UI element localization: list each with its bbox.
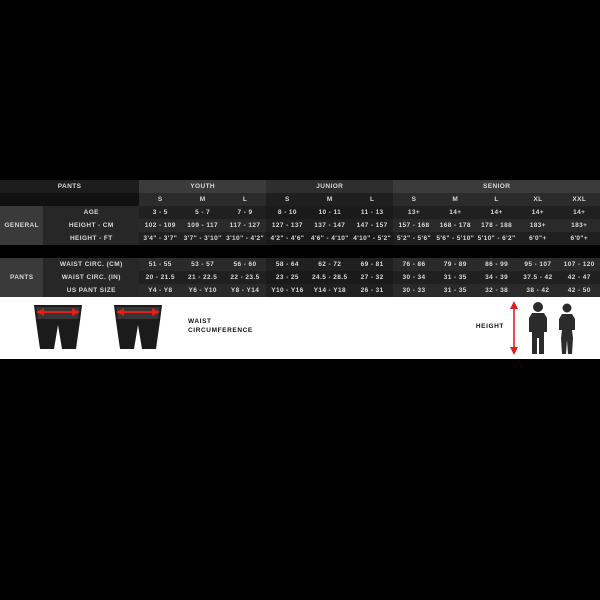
table-row [0, 284, 600, 297]
table-row [0, 219, 600, 232]
table-header-row [0, 180, 600, 193]
size-senior-m: M [435, 193, 476, 206]
group-header-senior: SENIOR [393, 180, 600, 193]
pants-size-chart [0, 180, 600, 359]
group-header-junior: JUNIOR [266, 180, 393, 193]
row-label-age: AGE [43, 206, 139, 219]
cell: 32 - 38 [476, 284, 517, 297]
cell: 30 - 34 [393, 271, 434, 284]
cell: 24.5 - 28.5 [309, 271, 351, 284]
size-senior-xxl: XXL [559, 193, 600, 206]
table-row [0, 232, 600, 245]
cell: 23 - 25 [266, 271, 308, 284]
cell: 109 - 117 [181, 219, 223, 232]
cell: 14+ [476, 206, 517, 219]
waist-label-line1: WAIST [188, 318, 212, 325]
cell: 14+ [435, 206, 476, 219]
cell: 62 - 72 [309, 258, 351, 271]
row-label-waist-in: WAIST CIRC. (IN) [43, 271, 139, 284]
cell: 168 - 178 [435, 219, 476, 232]
cell: Y10 - Y16 [266, 284, 308, 297]
cell: 53 - 57 [181, 258, 223, 271]
cell: 14+ [517, 206, 558, 219]
cell: 6'0"+ [559, 232, 600, 245]
cell: 157 - 168 [393, 219, 434, 232]
size-senior-s: S [393, 193, 434, 206]
cell: 117 - 127 [224, 219, 266, 232]
cell: 79 - 89 [435, 258, 476, 271]
cell: 3 - 5 [139, 206, 181, 219]
size-letter-row [0, 193, 600, 206]
cell: 147 - 157 [351, 219, 393, 232]
cell: 10 - 11 [309, 206, 351, 219]
cell: 4'2" - 4'6" [266, 232, 308, 245]
size-row-spacer [0, 193, 139, 206]
cell: 37.5 - 42 [517, 271, 558, 284]
cell: 183+ [517, 219, 558, 232]
cell: 38 - 42 [517, 284, 558, 297]
cell: 11 - 13 [351, 206, 393, 219]
cell: 183+ [559, 219, 600, 232]
cell: 86 - 99 [476, 258, 517, 271]
table-row [0, 271, 600, 284]
cell: 31 - 35 [435, 284, 476, 297]
height-label: HEIGHT [475, 323, 504, 330]
waist-circumference-label [188, 317, 253, 335]
cell: 22 - 23.5 [224, 271, 266, 284]
cell: 102 - 109 [139, 219, 181, 232]
size-senior-l: L [476, 193, 517, 206]
cell: 3'10" - 4'2" [224, 232, 266, 245]
cell: 5'10" - 6'2" [476, 232, 517, 245]
chart-title: PANTS [0, 180, 139, 193]
row-label-waist-cm: WAIST CIRC. (CM) [43, 258, 139, 271]
sizing-table [0, 180, 600, 297]
waist-measure-diagram [20, 299, 180, 357]
size-junior-s: S [266, 193, 308, 206]
cell: 69 - 81 [351, 258, 393, 271]
cell: 31 - 35 [435, 271, 476, 284]
group-header-youth: YOUTH [139, 180, 266, 193]
size-youth-m: M [181, 193, 223, 206]
cell: 6'0"+ [517, 232, 558, 245]
cell: 56 - 60 [224, 258, 266, 271]
cell: 3'4" - 3'7" [139, 232, 181, 245]
cell: 13+ [393, 206, 434, 219]
cell: Y14 - Y18 [309, 284, 351, 297]
female-silhouette [559, 304, 575, 355]
height-measure-diagram [504, 298, 594, 358]
cell: 30 - 33 [393, 284, 434, 297]
cell: 76 - 86 [393, 258, 434, 271]
cell: Y6 - Y10 [181, 284, 223, 297]
cell: 5 - 7 [181, 206, 223, 219]
cell: 20 - 21.5 [139, 271, 181, 284]
cell: 5'2" - 5'6" [393, 232, 434, 245]
size-youth-l: L [224, 193, 266, 206]
size-senior-xl: XL [517, 193, 558, 206]
size-junior-l: L [351, 193, 393, 206]
section-label-pants: PANTS [0, 258, 43, 297]
cell: 5'6" - 5'10" [435, 232, 476, 245]
male-silhouette [529, 302, 547, 354]
cell: 27 - 32 [351, 271, 393, 284]
measurement-illustration-strip [0, 297, 600, 359]
cell: Y8 - Y14 [224, 284, 266, 297]
cell: 95 - 107 [517, 258, 558, 271]
cell: Y4 - Y8 [139, 284, 181, 297]
cell: 8 - 10 [266, 206, 308, 219]
cell: 4'6" - 4'10" [309, 232, 351, 245]
row-label-us-pant-size: US PANT SIZE [43, 284, 139, 297]
cell: 178 - 188 [476, 219, 517, 232]
cell: 42 - 50 [559, 284, 600, 297]
size-junior-m: M [309, 193, 351, 206]
cell: 14+ [559, 206, 600, 219]
cell: 34 - 39 [476, 271, 517, 284]
cell: 21 - 22.5 [181, 271, 223, 284]
section-label-general: GENERAL [0, 206, 43, 245]
cell: 26 - 31 [351, 284, 393, 297]
cell: 107 - 120 [559, 258, 600, 271]
row-label-height-ft: HEIGHT - FT [43, 232, 139, 245]
table-row [0, 206, 600, 219]
table-row [0, 258, 600, 271]
cell: 137 - 147 [309, 219, 351, 232]
row-label-height-cm: HEIGHT - CM [43, 219, 139, 232]
cell: 51 - 55 [139, 258, 181, 271]
cell: 4'10" - 5'2" [351, 232, 393, 245]
waist-label-line2: CIRCUMFERENCE [188, 327, 253, 334]
cell: 127 - 137 [266, 219, 308, 232]
cell: 7 - 9 [224, 206, 266, 219]
cell: 58 - 64 [266, 258, 308, 271]
size-youth-s: S [139, 193, 181, 206]
cell: 3'7" - 3'10" [181, 232, 223, 245]
cell: 42 - 47 [559, 271, 600, 284]
section-divider [0, 245, 600, 258]
